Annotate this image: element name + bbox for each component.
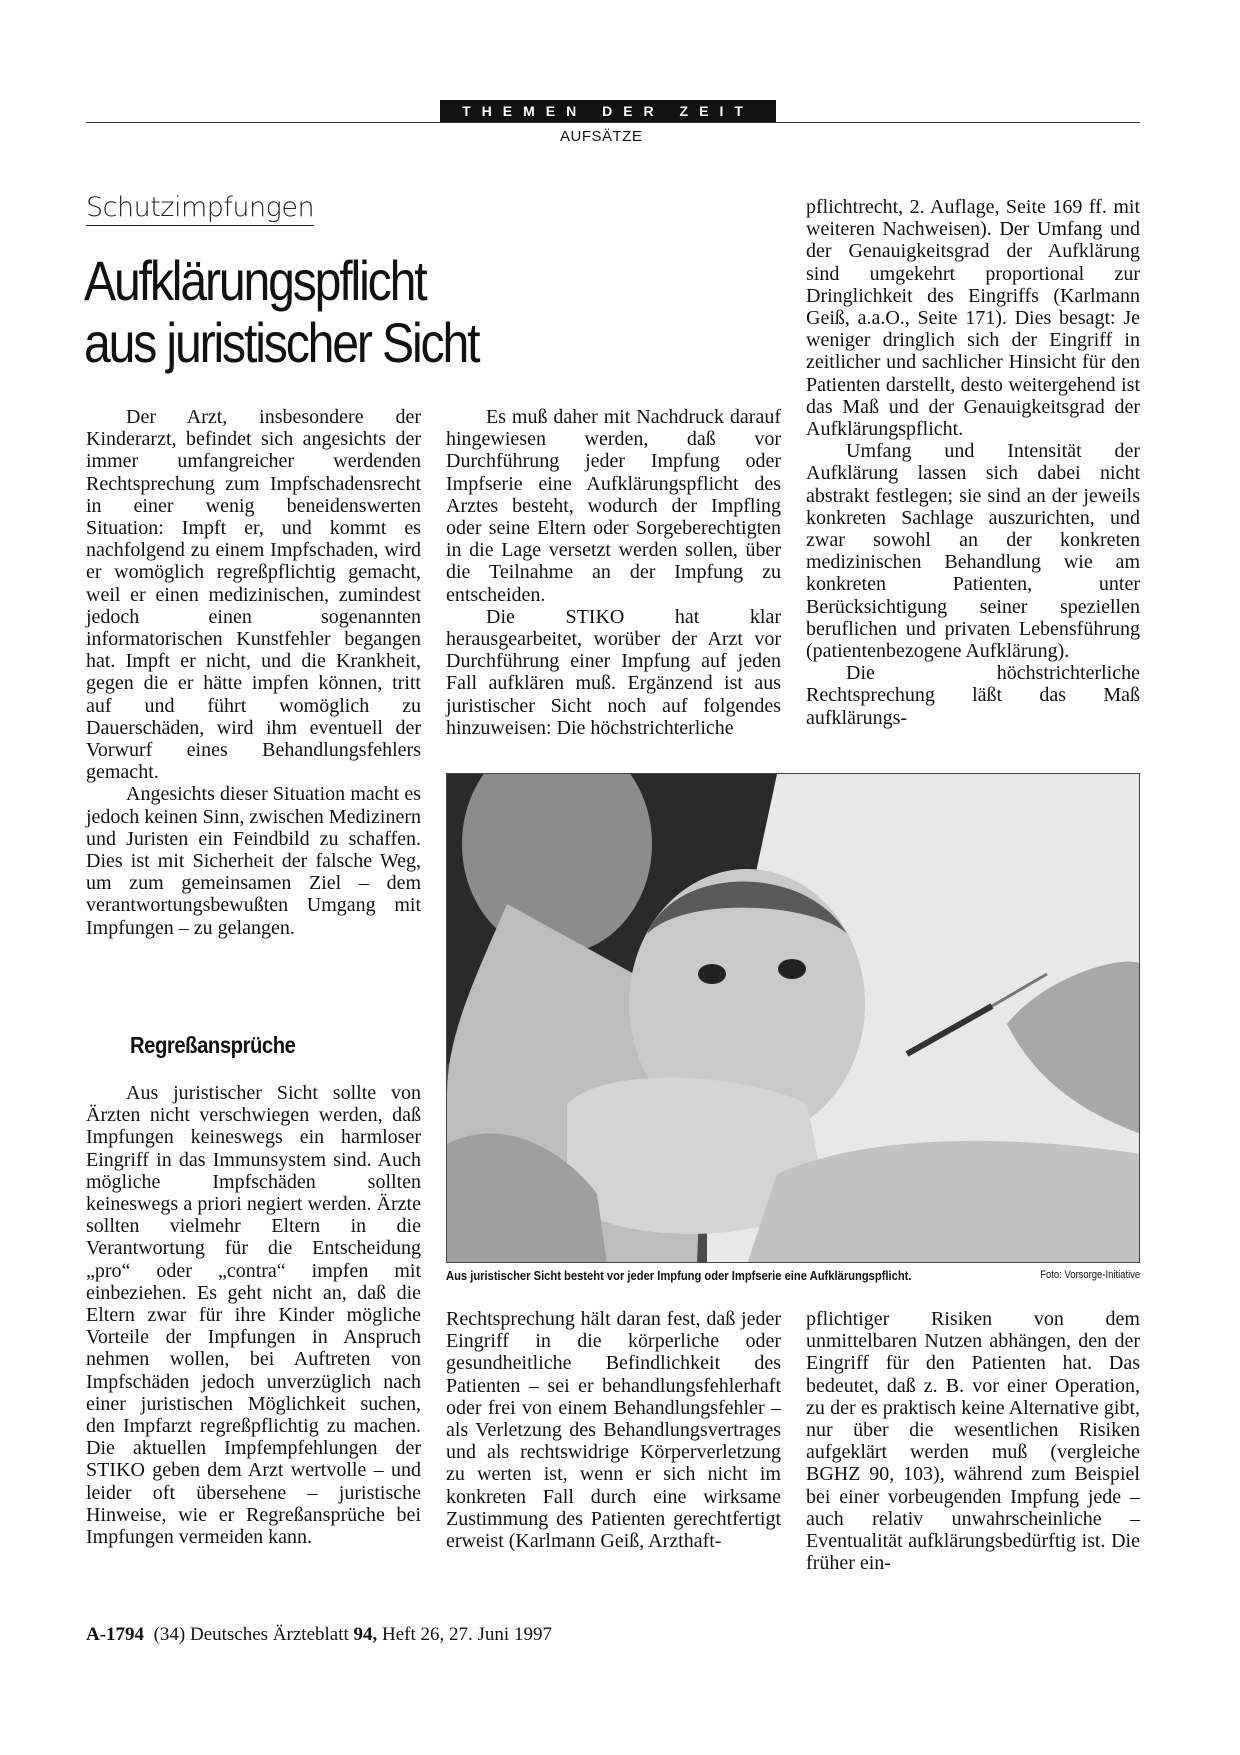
headline-line-1: Aufklärungspflicht <box>84 249 426 312</box>
section-banner: THEMEN DER ZEIT <box>440 100 776 122</box>
column-2-bottom <box>446 1308 781 1552</box>
subsection-label: AUFSÄTZE <box>560 128 643 145</box>
photo-vaccination <box>446 773 1140 1263</box>
paragraph: pflichtrecht, 2. Auflage, Seite 169 ff. mit weiteren Nachweisen). Der Umfang und der Genauigkeitsgrad der Aufklärung sind umgekehrt proportional zur Dringlichkeit des Eingriffs (Karlmann Geiß, a.a.O., Seite 171). Dies besagt: Je weniger dringlich sich der Eingriff in zeitlicher und sachlicher Hinsicht für den Patienten darstellt, desto weitergehend ist das Maß und der Genauigkeitsgrad der Aufklärungspflicht. <box>806 196 1140 441</box>
photo-caption-row <box>446 1268 1140 1283</box>
paragraph: Aus juristischer Sicht sollte von Ärzten nicht verschwiegen werden, daß Impfungen keineswegs ein harmloser Eingriff in das Immunsystem sind. Auch mögliche Impfschäden sollten keineswegs a priori negiert werden. Ärzte sollten vielmehr Eltern in die Verantwortung für die Entscheidung „pro“ oder „contra“ impfen mit einbeziehen. Es geht nicht an, daß die Eltern zwar für ihre Kinder mögliche Vorteile der Impfungen in Anspruch nehmen wollen, bei Auftreten von Impfschäden jedoch unverzüglich nach einer juristischen Möglichkeit suchen, den Impfarzt regreßpflichtig zu machen. Die aktuellen Impfempfehlungen der STIKO geben dem Arzt wertvolle – und leider oft übersehene – juristische Hinweise, wie er Regreßansprüche bei Impfungen vermeiden kann. <box>86 1082 421 1549</box>
paragraph: Der Arzt, insbesondere der Kinderarzt, befindet sich angesichts der immer umfangreicher werdenden Rechtsprechung zum Impfschadensrecht in einer wenig beneidenswerten Situation: Impft er, und kommt es nachfolgend zu einem Impfschaden, wird er womöglich regreßpflichtig gemacht, weil er einen medizinischen, zumindest jedoch einen sogenannten informatorischen Kunstfehler begangen hat. Impft er nicht, und die Krankheit, gegen die er hätte impfen können, tritt auf und führt womöglich zu Dauerschäden, wird ihm eventuell der Vorwurf eines Behandlungsfehlers gemacht. <box>86 406 421 784</box>
journal-volume: 94, <box>353 1624 378 1645</box>
paragraph: Angesichts dieser Situation macht es jedoch keinen Sinn, zwischen Medizinern und Juristen ein Feindbild zu schaffen. Dies ist mit Sicherheit der falsche Weg, um zum gemeinsamen Ziel – dem verantwortungsbewußten Umgang mit Impfungen – zu gelangen. <box>86 783 421 939</box>
paragraph: Es muß daher mit Nachdruck darauf hingewiesen werden, daß vor Durchführung jeder Impfung oder Impfserie eine Aufklärungspflicht des Arztes besteht, wodurch der Impfling oder seine Eltern oder Sorgeberechtigten in die Lage versetzt werden sollen, über die Teilnahme an der Impfung zu entscheiden. <box>446 406 781 606</box>
page-footer <box>86 1624 552 1646</box>
article-headline <box>84 250 600 374</box>
column-3-top <box>806 196 1140 729</box>
page-number: A-1794 <box>86 1624 145 1645</box>
paragraph: Die höchstrichterliche Rechtsprechung läßt das Maß aufklärungs- <box>806 662 1140 729</box>
column-3-bottom <box>806 1308 1140 1574</box>
headline-line-2: aus juristischer Sicht <box>84 311 479 374</box>
photo-credit: Foto: Vorsorge-Initiative <box>1040 1269 1140 1281</box>
paragraph: Umfang und Intensität der Aufklärung lassen sich dabei nicht abstrakt festlegen; sie sind an der jeweils konkreten Sachlage auszurichten, und zwar sowohl an der konkreten medizinischen Behandlung wie am konkreten Patienten, unter Berücksichtigung seiner speziellen beruflichen und privaten Lebensführung (patientenbezogene Aufklärung). <box>806 440 1140 663</box>
journal-name: Deutsches Ärzteblatt <box>189 1624 349 1645</box>
journal-issue: Heft 26, 27. Juni 1997 <box>382 1624 552 1645</box>
article-kicker: Schutzimpfungen <box>86 192 314 226</box>
photo-illustration <box>447 774 1140 1263</box>
photo-caption: Aus juristischer Sicht besteht vor jeder Impfung oder Impfserie eine Aufklärungspflicht. <box>446 1268 912 1283</box>
page-number-paren: (34) <box>153 1624 186 1645</box>
paragraph: Rechtsprechung hält daran fest, daß jeder Eingriff in die körperliche oder gesundheitliche Befindlichkeit des Patienten – sei er behandlungsfehlerhaft oder frei von einem Behandlungsfehler – als Verletzung des Behandlungsvertrages und als rechtswidrige Körperverletzung zu werten ist, wenn er sich nicht im konkreten Fall durch eine wirksame Zustimmung des Patienten gerechtfertigt erweist (Karlmann Geiß, Arzthaft- <box>446 1308 781 1553</box>
column-2-top <box>446 406 781 739</box>
column-1-top <box>86 406 421 939</box>
subheading-regressansprueche: Regreßansprüche <box>130 1032 296 1058</box>
header-rule <box>86 122 1140 123</box>
paragraph: Die STIKO hat klar herausgearbeitet, worüber der Arzt vor Durchführung einer Impfung auf jeden Fall aufklären muß. Ergänzend ist aus juristischer Sicht noch auf folgendes hinzuweisen: Die höchstrichterliche <box>446 605 781 739</box>
paragraph: pflichtiger Risiken von dem unmittelbaren Nutzen abhängen, den der Eingriff für den Patienten hat. Das bedeutet, daß z. B. vor einer Operation, zu der es praktisch keine Alternative gibt, nur über die wesentlichen Risiken aufgeklärt werden muß (vergleiche BGHZ 90, 103), während zum Beispiel bei einer vorbeugenden Impfung jede – auch relativ unwahrscheinliche – Eventualität aufklärungsbedürftig ist. Die früher ein- <box>806 1308 1140 1575</box>
column-1-bottom <box>86 1082 421 1548</box>
